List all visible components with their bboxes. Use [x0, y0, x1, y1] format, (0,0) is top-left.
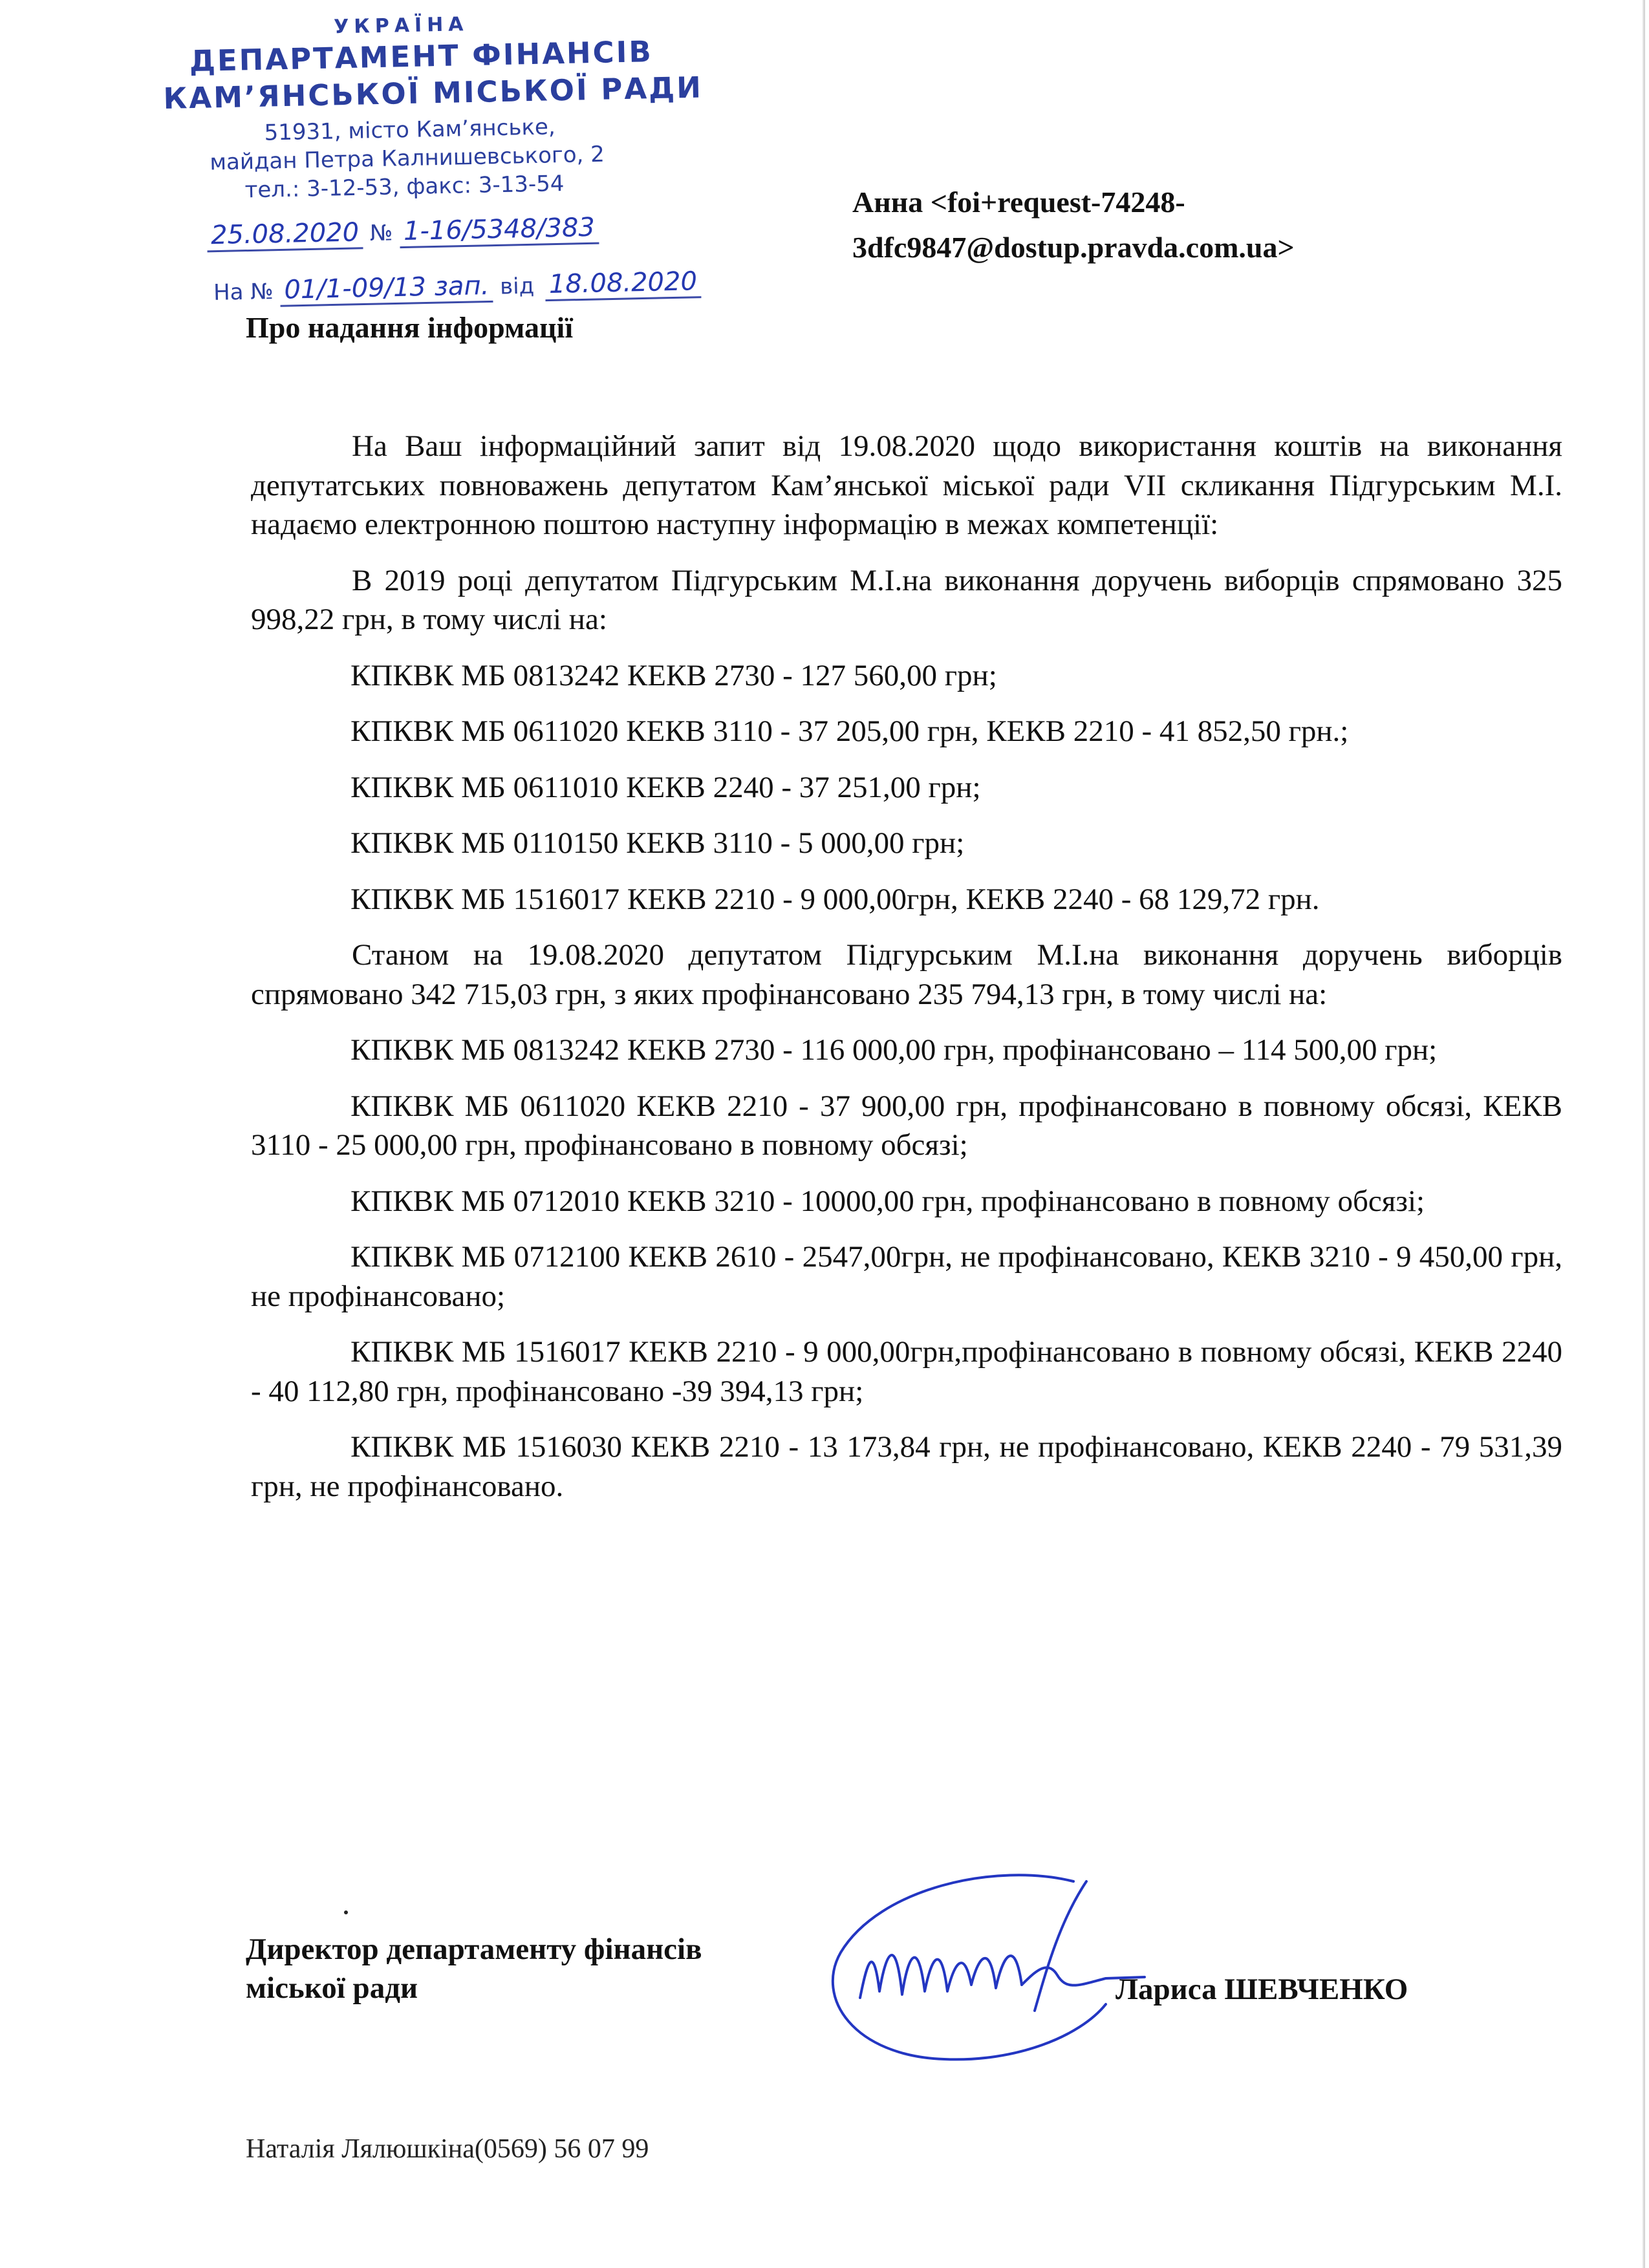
number-label: № [369, 220, 393, 247]
incoming-reference [213, 266, 702, 306]
signatory-title-line2: міської ради [246, 1971, 418, 2005]
addressee-line2: 3dfc9847@dostup.pravda.com.ua> [852, 231, 1295, 264]
stamp-address-line1: 51931, місто Кам’янське, [264, 114, 556, 146]
body-paragraph-intro: На Ваш інформаційний запит від 19.08.2020 щодо використання коштів на виконання депутатських повноважень депутатом Кам’янської міської ради VІІ скликання Підгурським М.І. надаємо електронною поштою наступну інформацію в межах компетенції: [251, 429, 1562, 541]
stamp-phones: тел.: 3-12-53, факс: 3-13-54 [244, 171, 565, 204]
signature-upstroke [1035, 1881, 1086, 2011]
body-item-2019-4: КПКВК МБ 0110150 КЕКВ 3110 - 5 000,00 грн; [350, 826, 965, 860]
body-item-2020-2: КПКВК МБ 0611020 КЕКВ 2210 - 37 900,00 грн, профінансовано в повному обсязі, КЕКВ 3110 - 25 000,00 грн, профінансовано в повному обсязі; [251, 1089, 1562, 1162]
body-item-2019-1: КПКВК МБ 0813242 КЕКВ 2730 - 127 560,00 грн; [350, 658, 997, 692]
body-item-2020-3: КПКВК МБ 0712010 КЕКВ 3210 - 10000,00 грн, профінансовано в повному обсязі; [350, 1184, 1425, 1218]
body-paragraph-2019-total: В 2019 році депутатом Підгурським М.І.на виконання доручень виборців спрямовано 325 998,22 грн, в тому числі на: [251, 563, 1562, 636]
handwritten-signature [802, 1862, 1164, 2075]
body-item-2020-4: КПКВК МБ 0712100 КЕКВ 2610 - 2547,00грн, не профінансовано, КЕКВ 3210 - 9 450,00 грн, не профінансовано; [251, 1240, 1562, 1313]
incoming-prefix: На № [213, 278, 274, 306]
signature-strokes [833, 1875, 1145, 2059]
incoming-date: 18.08.2020 [544, 266, 701, 301]
signatory-name: Лариса ШЕВЧЕНКО [1116, 1973, 1408, 2006]
outgoing-reference [207, 213, 599, 251]
signatory-title-line1: Директор департаменту фінансів [246, 1932, 702, 1966]
scan-page-edge [1643, 0, 1645, 2268]
stamp-address-line2: майдан Петра Калнишевського, 2 [209, 141, 605, 176]
addressee-line1: Анна <foi+request-74248- [852, 186, 1185, 219]
stray-mark [344, 1910, 348, 1914]
body-item-2020-5: КПКВК МБ 1516017 КЕКВ 2210 - 9 000,00грн,профінансовано в повному обсязі, КЕКВ 2240 - 40 112,80 грн, профінансовано -39 394,13 грн; [251, 1335, 1562, 1408]
incoming-number: 01/1-09/13 зап. [280, 271, 493, 307]
signatory-title [246, 1930, 702, 2007]
outgoing-number: 1-16/5348/383 [400, 213, 599, 248]
body-paragraph-2020-total: Станом на 19.08.2020 депутатом Підгурським М.І.на виконання доручень виборців спрямовано 342 715,03 грн, з яких профінансовано 235 794,13 грн, в тому числі на: [251, 938, 1562, 1011]
executor-contact: Наталія Лялюшкіна(0569) 56 07 99 [246, 2134, 649, 2164]
stamp-country: УКРАЇНА [333, 13, 469, 39]
body-item-2019-3: КПКВК МБ 0611010 КЕКВ 2240 - 37 251,00 грн; [350, 770, 981, 804]
body-item-2020-6: КПКВК МБ 1516030 КЕКВ 2210 - 13 173,84 грн, не профінансовано, КЕКВ 2240 - 79 531,39 грн, не профінансовано. [251, 1430, 1562, 1503]
stamp-department-line1: ДЕПАРТАМЕНТ ФІНАНСІВ [189, 34, 654, 79]
stamp-department-line2: КАМ’ЯНСЬКОЇ МІСЬКОЇ РАДИ [163, 70, 704, 116]
body-item-2019-5: КПКВК МБ 1516017 КЕКВ 2210 - 9 000,00грн, КЕКВ 2240 - 68 129,72 грн. [350, 882, 1320, 916]
body-item-2019-2: КПКВК МБ 0611020 КЕКВ 3110 - 37 205,00 грн, КЕКВ 2210 - 41 852,50 грн.; [350, 714, 1349, 748]
from-label: від [499, 273, 535, 300]
letter-body [251, 427, 1562, 1523]
outgoing-date: 25.08.2020 [207, 217, 363, 252]
addressee-block [852, 180, 1434, 270]
signature-letters [860, 1955, 1022, 1998]
body-item-2020-1: КПКВК МБ 0813242 КЕКВ 2730 - 116 000,00 грн, профінансовано – 114 500,00 грн; [350, 1033, 1438, 1067]
letter-subject: Про надання інформації [246, 311, 574, 344]
letterhead-stamp [162, 8, 704, 205]
